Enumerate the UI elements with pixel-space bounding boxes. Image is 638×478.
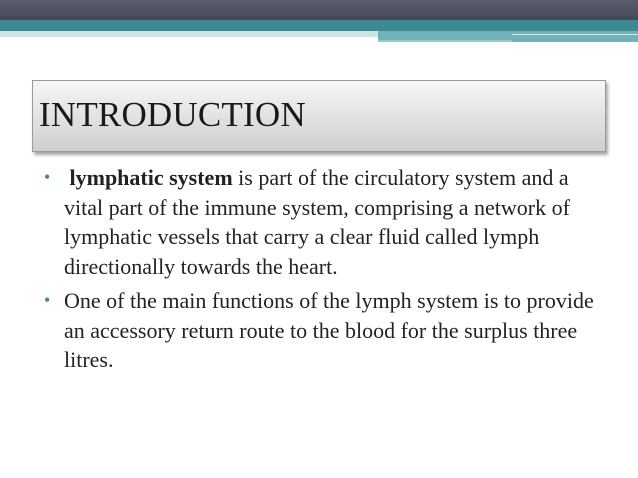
header-decor-line [378, 40, 512, 42]
bullet-text: One of the main functions of the lymph system is to provide an accessory return route to the blood for the surplus three litres. [64, 288, 594, 372]
bullet-bold-term: lymphatic system [69, 165, 233, 190]
bullet-text: is part of the circulatory system and a vital part of the immune system, comprising a network of lymphatic vessels that carry a clear fluid called lymph directionally towards the heart. [64, 165, 570, 279]
bullet-icon: • [44, 167, 51, 187]
header-band [0, 0, 638, 20]
bullet-icon: • [44, 290, 51, 310]
bullet-item [44, 163, 604, 281]
bullet-item [44, 286, 604, 375]
title-box [32, 80, 606, 152]
header-accent-bar [0, 20, 638, 31]
bullet-list [44, 163, 604, 380]
slide-title: INTRODUCTION [39, 95, 306, 134]
header-decor-line [512, 34, 638, 35]
